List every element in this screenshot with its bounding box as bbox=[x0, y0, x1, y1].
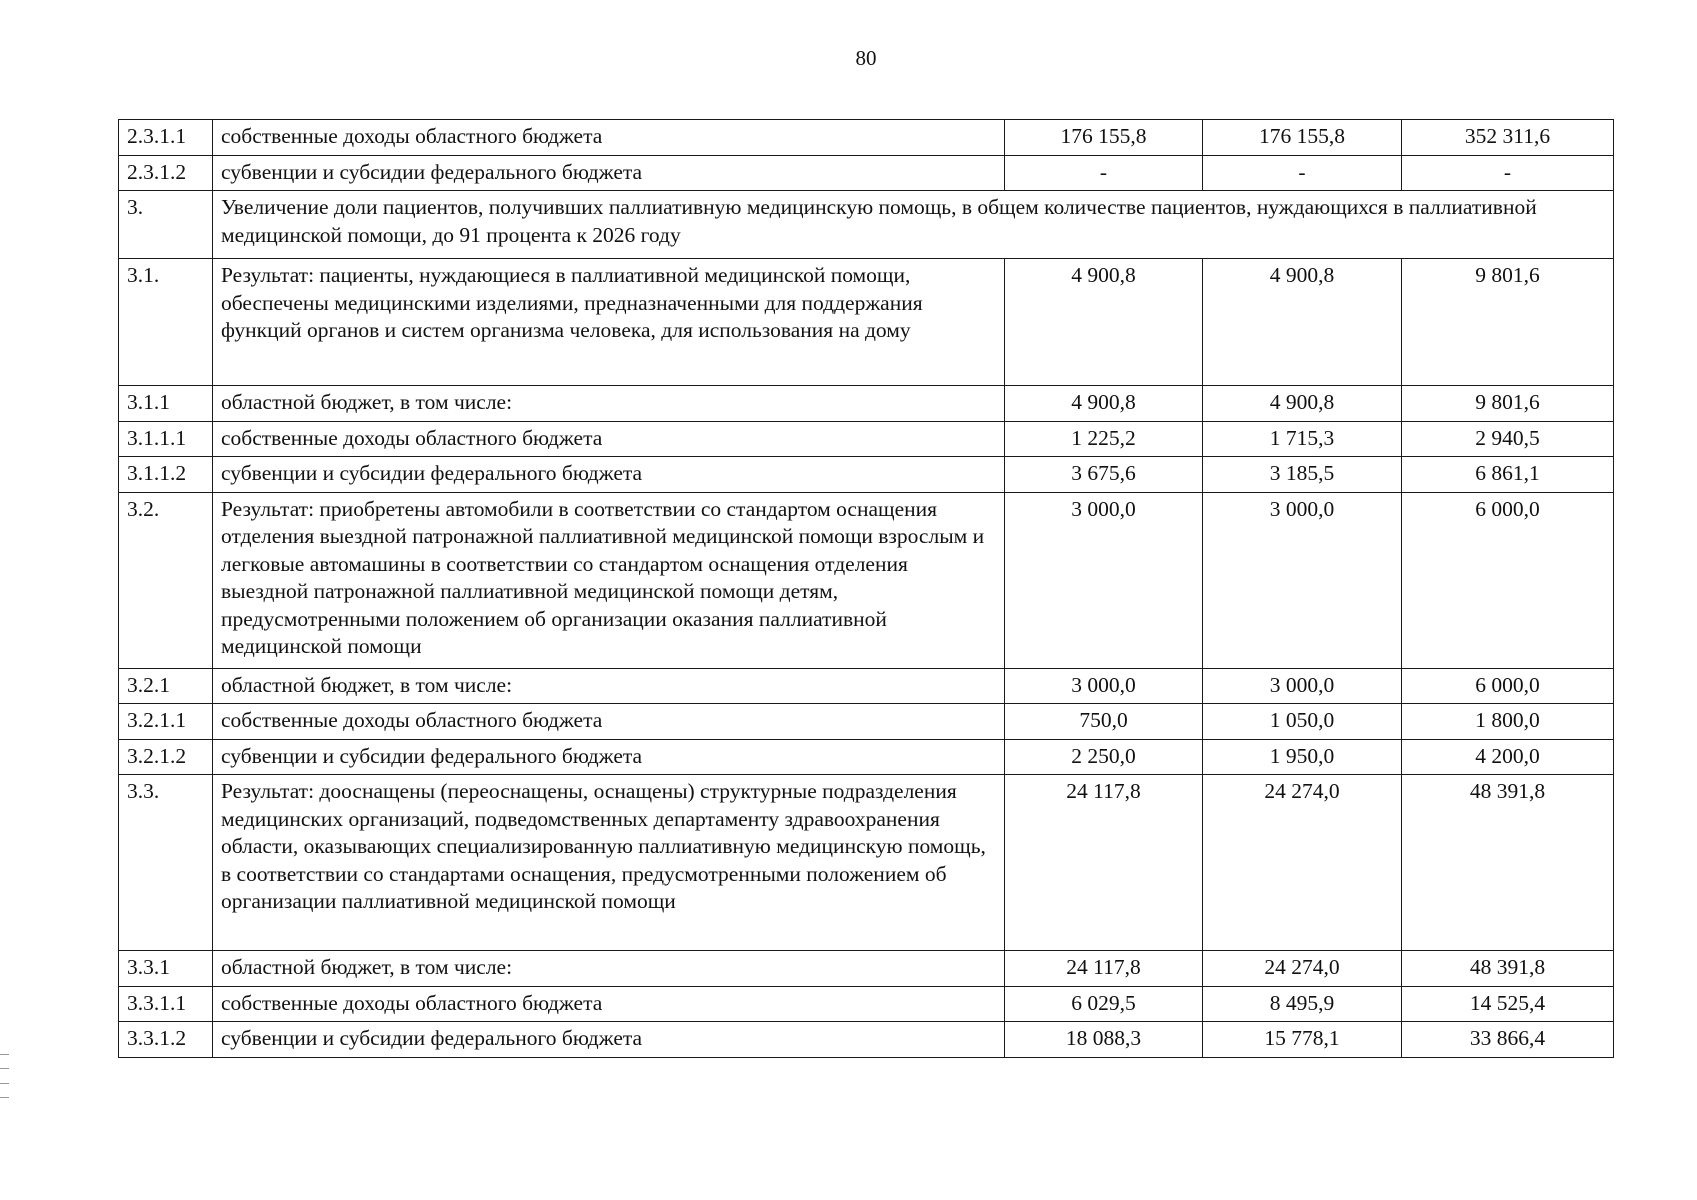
row-code: 3.3.1 bbox=[119, 951, 213, 987]
value-cell: - bbox=[1203, 155, 1402, 191]
total-cell: 9 801,6 bbox=[1402, 386, 1614, 422]
value-cell: 3 000,0 bbox=[1005, 492, 1203, 668]
total-cell: 33 866,4 bbox=[1402, 1022, 1614, 1058]
value-cell: 3 185,5 bbox=[1203, 457, 1402, 493]
value-cell: 176 155,8 bbox=[1005, 120, 1203, 156]
total-cell: 48 391,8 bbox=[1402, 775, 1614, 951]
total-cell: 14 525,4 bbox=[1402, 986, 1614, 1022]
row-description: Результат: приобретены автомобили в соответствии со стандартом оснащения отделения выездной патронажной паллиативной медицинской помощи взрослым и легковые автомашины в соответствии со стандартом оснащения отделения выездной патронажной паллиативной медицинской помощи детям, предусмотренными положением об организации оказания паллиативной медицинской помощи bbox=[213, 492, 1005, 668]
row-code: 3.3.1.1 bbox=[119, 986, 213, 1022]
table-row bbox=[119, 704, 1614, 740]
row-description: субвенции и субсидии федерального бюджета bbox=[213, 457, 1005, 493]
table-row bbox=[119, 739, 1614, 775]
value-cell: 4 900,8 bbox=[1005, 259, 1203, 386]
table-row bbox=[119, 492, 1614, 668]
row-description: областной бюджет, в том числе: bbox=[213, 668, 1005, 704]
table-row bbox=[119, 986, 1614, 1022]
total-cell: 4 200,0 bbox=[1402, 739, 1614, 775]
value-cell: 3 000,0 bbox=[1203, 668, 1402, 704]
row-description: субвенции и субсидии федерального бюджета bbox=[213, 155, 1005, 191]
row-description: Результат: пациенты, нуждающиеся в паллиативной медицинской помощи, обеспечены медицинскими изделиями, предназначенными для поддержания функций органов и систем организма человека, для использования на дому bbox=[213, 259, 1005, 386]
table-row bbox=[119, 668, 1614, 704]
value-cell: 24 274,0 bbox=[1203, 775, 1402, 951]
table-row bbox=[119, 155, 1614, 191]
table-row bbox=[119, 1022, 1614, 1058]
value-cell: 176 155,8 bbox=[1203, 120, 1402, 156]
value-cell: 4 900,8 bbox=[1203, 386, 1402, 422]
budget-table bbox=[118, 119, 1614, 1058]
total-cell: 6 000,0 bbox=[1402, 668, 1614, 704]
row-description: собственные доходы областного бюджета bbox=[213, 421, 1005, 457]
value-cell: 3 000,0 bbox=[1203, 492, 1402, 668]
table-row bbox=[119, 421, 1614, 457]
row-code: 3.3.1.2 bbox=[119, 1022, 213, 1058]
row-code: 3.3. bbox=[119, 775, 213, 951]
row-code: 3.2.1 bbox=[119, 668, 213, 704]
row-code: 3. bbox=[119, 191, 213, 259]
total-cell: 6 861,1 bbox=[1402, 457, 1614, 493]
row-code: 3.1.1 bbox=[119, 386, 213, 422]
value-cell: 1 225,2 bbox=[1005, 421, 1203, 457]
value-cell: 24 117,8 bbox=[1005, 775, 1203, 951]
total-cell: 6 000,0 bbox=[1402, 492, 1614, 668]
value-cell: 1 715,3 bbox=[1203, 421, 1402, 457]
value-cell: 15 778,1 bbox=[1203, 1022, 1402, 1058]
row-code: 3.2. bbox=[119, 492, 213, 668]
table-row-section-header bbox=[119, 191, 1614, 259]
value-cell: 750,0 bbox=[1005, 704, 1203, 740]
table-row bbox=[119, 775, 1614, 951]
value-cell: 1 950,0 bbox=[1203, 739, 1402, 775]
row-description: Результат: дооснащены (переоснащены, оснащены) структурные подразделения медицинских организаций, подведомственных департаменту здравоохранения области, оказывающих специализированную паллиативную медицинскую помощь, в соответствии со стандартами оснащения, предусмотренными положением об организации паллиативной медицинской помощи bbox=[213, 775, 1005, 951]
table-row bbox=[119, 951, 1614, 987]
total-cell: 1 800,0 bbox=[1402, 704, 1614, 740]
value-cell: 1 050,0 bbox=[1203, 704, 1402, 740]
total-cell: 352 311,6 bbox=[1402, 120, 1614, 156]
table-row bbox=[119, 386, 1614, 422]
table-row bbox=[119, 457, 1614, 493]
row-code: 3.1.1.1 bbox=[119, 421, 213, 457]
total-cell: - bbox=[1402, 155, 1614, 191]
row-description: собственные доходы областного бюджета bbox=[213, 704, 1005, 740]
total-cell: 48 391,8 bbox=[1402, 951, 1614, 987]
row-code: 2.3.1.2 bbox=[119, 155, 213, 191]
scan-margin-marks bbox=[0, 1054, 9, 1098]
total-cell: 2 940,5 bbox=[1402, 421, 1614, 457]
value-cell: - bbox=[1005, 155, 1203, 191]
value-cell: 3 675,6 bbox=[1005, 457, 1203, 493]
section-goal-text: Увеличение доли пациентов, получивших паллиативную медицинскую помощь, в общем количестве пациентов, нуждающихся в паллиативной медицинской помощи, до 91 процента к 2026 году bbox=[213, 191, 1614, 259]
row-code: 3.2.1.2 bbox=[119, 739, 213, 775]
value-cell: 24 117,8 bbox=[1005, 951, 1203, 987]
value-cell: 18 088,3 bbox=[1005, 1022, 1203, 1058]
value-cell: 24 274,0 bbox=[1203, 951, 1402, 987]
row-code: 3.2.1.1 bbox=[119, 704, 213, 740]
row-description: областной бюджет, в том числе: bbox=[213, 951, 1005, 987]
value-cell: 2 250,0 bbox=[1005, 739, 1203, 775]
row-code: 3.1. bbox=[119, 259, 213, 386]
page-number: 80 bbox=[855, 46, 877, 70]
row-description: собственные доходы областного бюджета bbox=[213, 986, 1005, 1022]
table-row bbox=[119, 259, 1614, 386]
row-code: 2.3.1.1 bbox=[119, 120, 213, 156]
row-description: субвенции и субсидии федерального бюджета bbox=[213, 739, 1005, 775]
value-cell: 6 029,5 bbox=[1005, 986, 1203, 1022]
value-cell: 8 495,9 bbox=[1203, 986, 1402, 1022]
row-description: субвенции и субсидии федерального бюджета bbox=[213, 1022, 1005, 1058]
value-cell: 4 900,8 bbox=[1005, 386, 1203, 422]
row-code: 3.1.1.2 bbox=[119, 457, 213, 493]
row-description: областной бюджет, в том числе: bbox=[213, 386, 1005, 422]
value-cell: 4 900,8 bbox=[1203, 259, 1402, 386]
value-cell: 3 000,0 bbox=[1005, 668, 1203, 704]
total-cell: 9 801,6 bbox=[1402, 259, 1614, 386]
table-row bbox=[119, 120, 1614, 156]
row-description: собственные доходы областного бюджета bbox=[213, 120, 1005, 156]
